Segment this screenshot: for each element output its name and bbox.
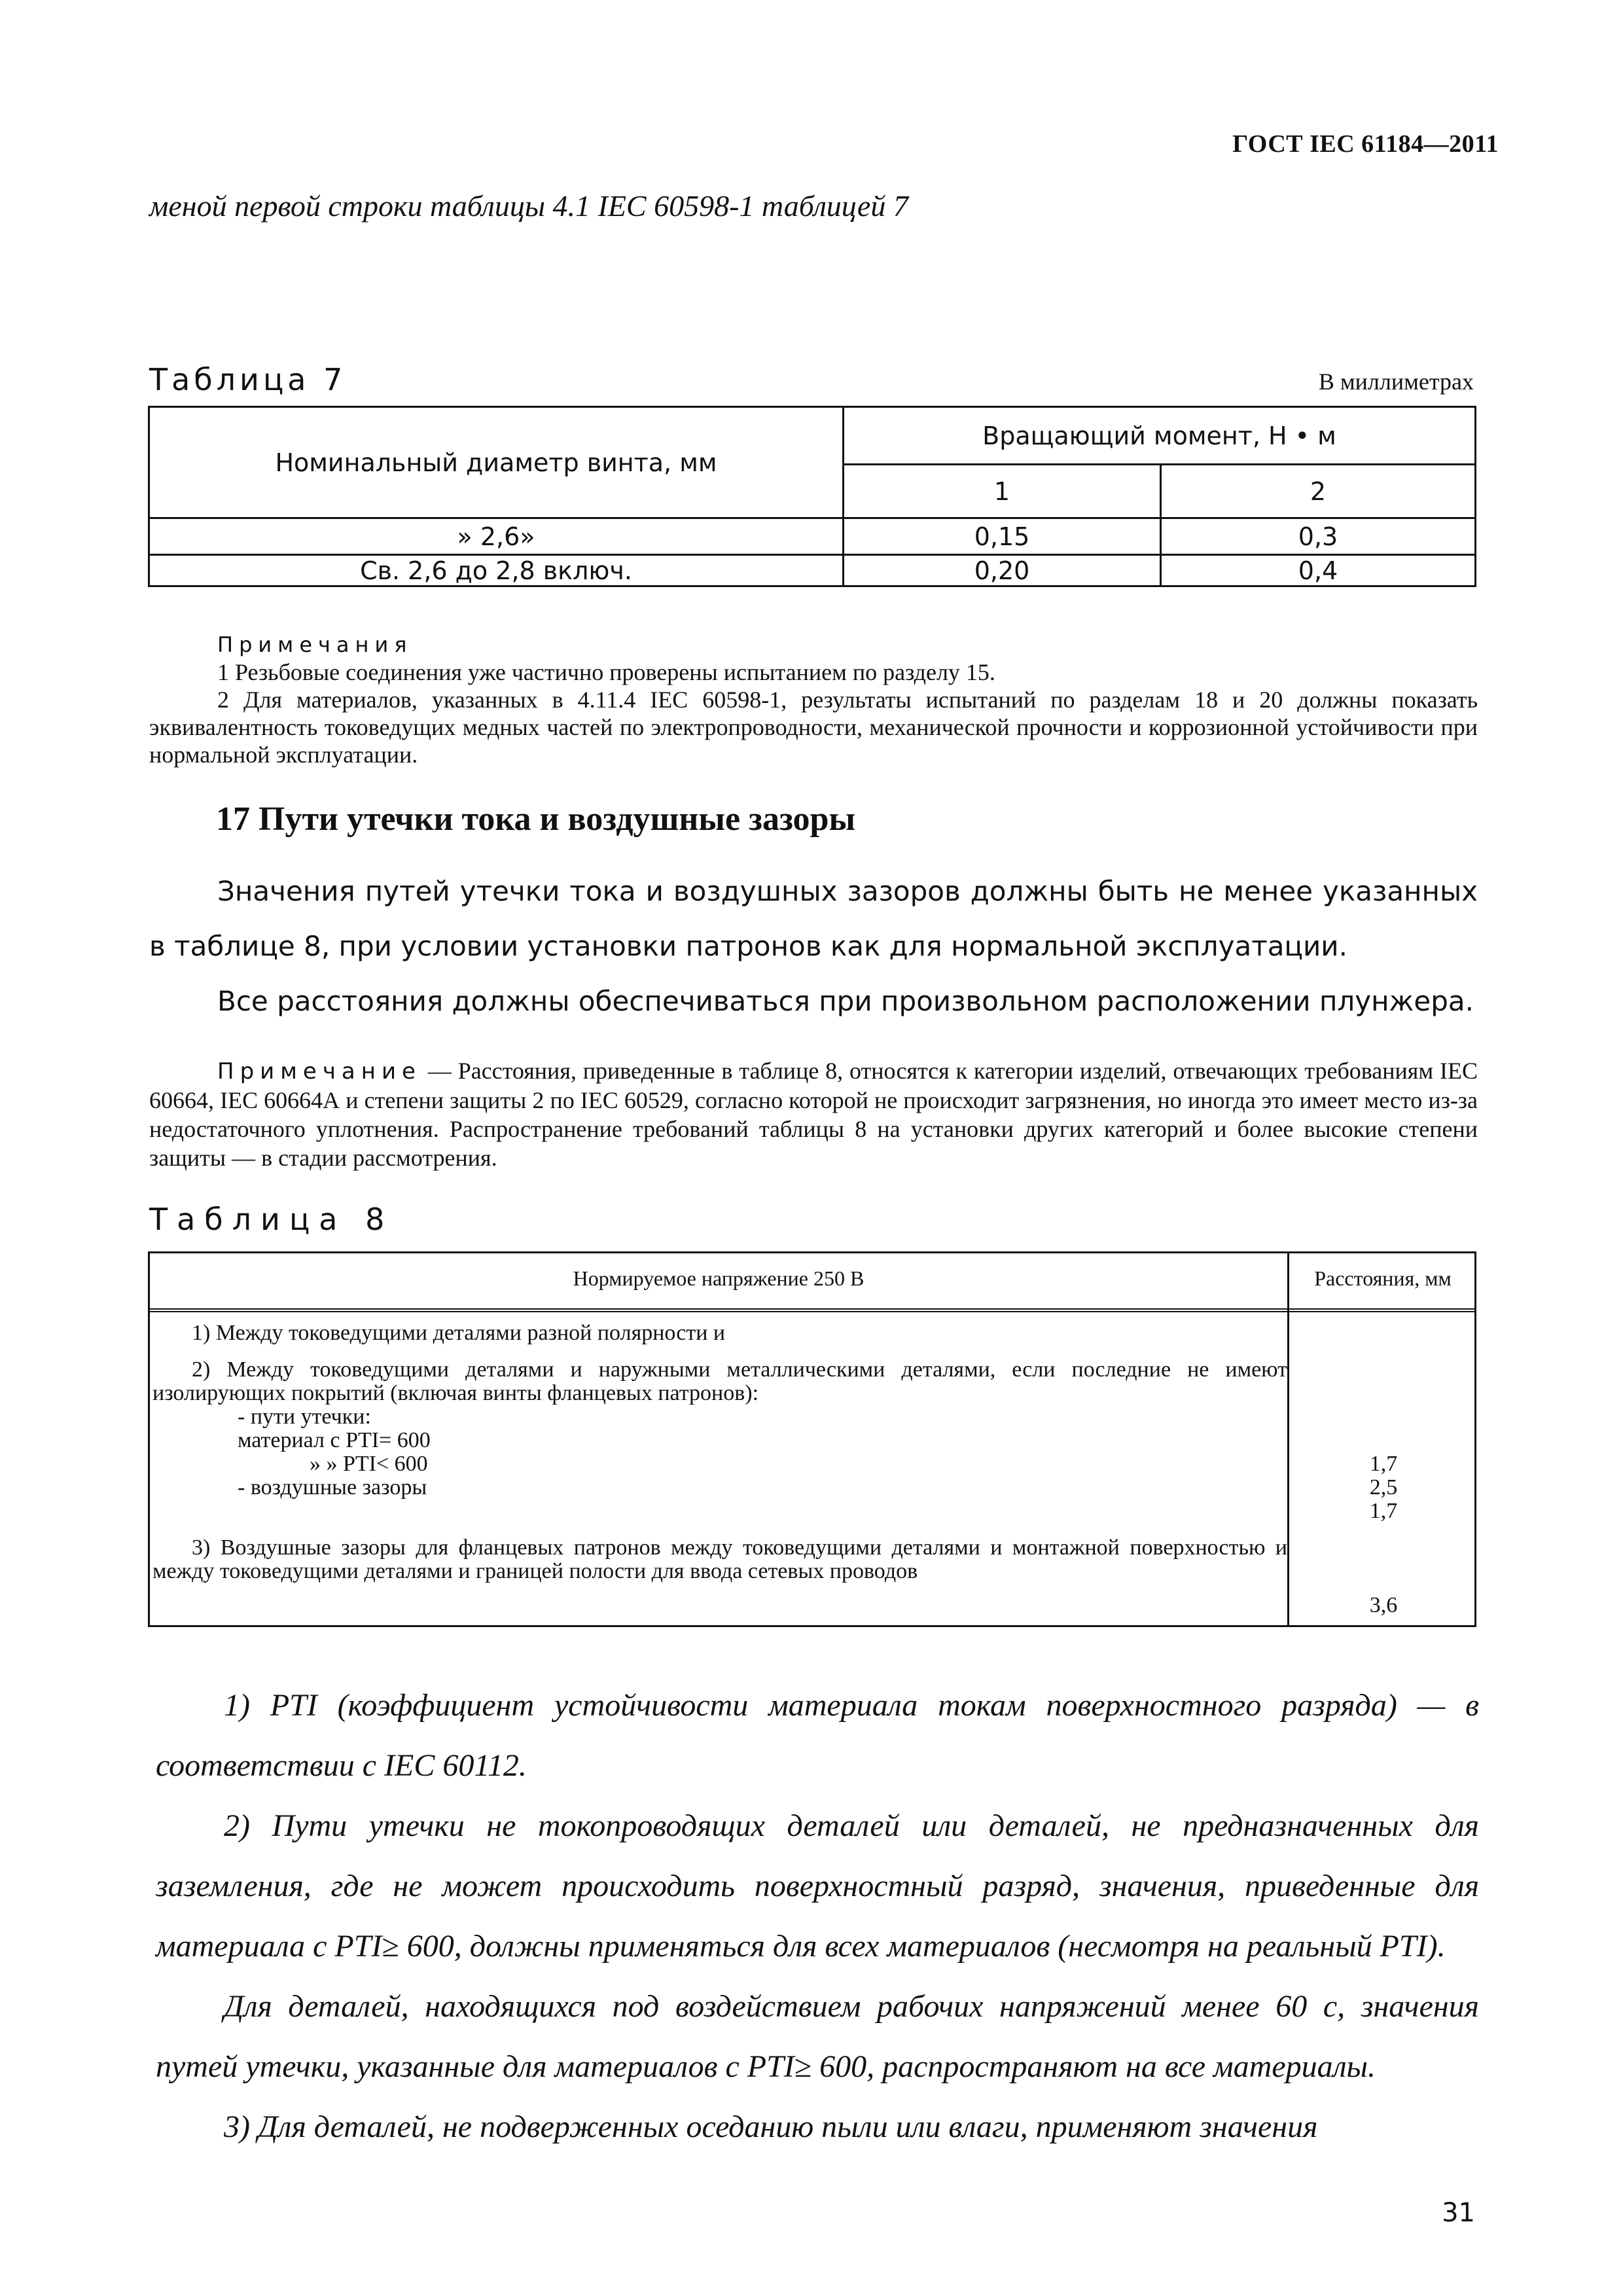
footnotes [156, 1676, 1479, 2157]
paragraph-distances: Значения путей утечки тока и воздушных зазоров должны быть не менее указанных в таблице 8, при условии установки патронов как для нормальной эксплуатации. [149, 875, 1478, 962]
table7-cell-diameter: » 2,6» [149, 518, 844, 555]
table7-cell-v2: 0,4 [1161, 555, 1476, 586]
table8-divider [1287, 1253, 1289, 1625]
table8-value-2b: 1,7 [1369, 1452, 1398, 1476]
footnote-2: 2) Пути утечки не токопроводящих деталей или деталей, не предназначенных для заземления, где не может происходить поверхностный разряд, значения, приведенные для материала с PTI≥ 600, должны применяться для всех материалов (несмотря на реальный PTI). [156, 1808, 1479, 1964]
table7-units: В миллиметрах [1318, 368, 1474, 395]
table8 [148, 1251, 1476, 1627]
table7-caption: Таблица 7 [149, 362, 347, 397]
page-number: 31 [1442, 2198, 1475, 2228]
table8-caption: Таблица 8 [149, 1202, 394, 1237]
notes-title: Примечания [217, 632, 413, 657]
section-17-note [149, 1056, 1478, 1172]
table7-cell-v1: 0,20 [844, 555, 1161, 586]
paragraph-plunger: Все расстояния должны обеспечиваться при произвольном расположении плунжера. [217, 985, 1474, 1017]
table8-header-distance: Расстояния, мм [1314, 1266, 1452, 1290]
table8-item-2b: материал с PTI= 600 [238, 1428, 431, 1452]
table7-header-screw: Номинальный диаметр винта, мм [149, 407, 844, 518]
table8-item-2a: - пути утечки: [238, 1405, 371, 1429]
table7-subheader-2: 2 [1161, 465, 1476, 518]
note-2: 2 Для материалов, указанных в 4.11.4 IEC 60598-1, результаты испытаний по разделам 18 и 20 должны показать эквивалентность токоведущих медных частей по электропроводности, механической прочности и коррозионной устойчивости при нормальной эксплуатации. [149, 687, 1478, 768]
note-label: Примечание [217, 1058, 421, 1085]
table8-header-voltage: Нормируемое напряжение 250 В [573, 1266, 865, 1290]
table8-value-2c: 2,5 [1369, 1475, 1398, 1499]
footnote-3: 3) Для деталей, не подверженных оседанию пыли или влаги, применяют значения [224, 2109, 1318, 2144]
section-17-body [149, 864, 1478, 1029]
table7-header-torque: Вращающий момент, Н • м [844, 407, 1476, 465]
table7 [148, 406, 1476, 587]
section-17-heading: 17 Пути утечки тока и воздушные зазоры [216, 800, 856, 838]
table7-subheader-1: 1 [844, 465, 1161, 518]
note-1: 1 Резьбовые соединения уже частично проверены испытанием по разделу 15. [217, 659, 995, 685]
table8-value-3: 3,6 [1369, 1593, 1398, 1617]
table8-item-1: 1) Между токоведущими деталями разной полярности и [192, 1321, 726, 1345]
table8-value-2d: 1,7 [1369, 1499, 1398, 1523]
table-row [152, 1536, 1287, 1583]
table-row [152, 1321, 1287, 1345]
table8-item-3: 3) Воздушные зазоры для фланцевых патронов между токоведущими деталями и монтажной поверхностью и между токоведущими деталями и границей полости для ввода сетевых проводов [152, 1535, 1287, 1583]
table7-cell-v1: 0,15 [844, 518, 1161, 555]
table8-item-2d: - воздушные зазоры [238, 1475, 427, 1499]
table8-item-2: 2) Между токоведущими деталями и наружными металлическими деталями, если последние не имеют изолирующих покрытий (включая винты фланцевых патронов): [152, 1357, 1287, 1405]
table8-item-2c: » » PTI< 600 [310, 1452, 428, 1476]
footnote-1: 1) PTI (коэффициент устойчивости материала токам поверхностного разряда) — в соответствии с IEC 60112. [156, 1688, 1479, 1783]
document-id-header: ГОСТ IEC 61184—2011 [1232, 130, 1499, 158]
note-text: — Расстояния, приведенные в таблице 8, относятся к категории изделий, отвечающих требованиям IEC 60664, IEC 60664А и степени защиты 2 по IEC 60529, согласно которой не происходит загрязнения, но иногда это имеет место из-за недостаточного уплотнения. Распространение требований таблицы 8 на установки других категорий и более высокие степени защиты — в стадии рассмотрения. [149, 1058, 1478, 1171]
table-row [152, 1358, 1287, 1499]
footnote-2-cont: Для деталей, находящихся под воздействием рабочих напряжений менее 60 с, значения путей утечки, указанные для материалов с PTI≥ 600, распространяют на все материалы. [156, 1989, 1479, 2084]
table-row [149, 518, 1476, 555]
table7-cell-v2: 0,3 [1161, 518, 1476, 555]
table7-notes [149, 630, 1478, 768]
continuation-line: меной первой строки таблицы 4.1 IEC 60598-1 таблицей 7 [149, 189, 908, 223]
table-row [149, 555, 1476, 586]
table7-cell-diameter: Св. 2,6 до 2,8 включ. [149, 555, 844, 586]
